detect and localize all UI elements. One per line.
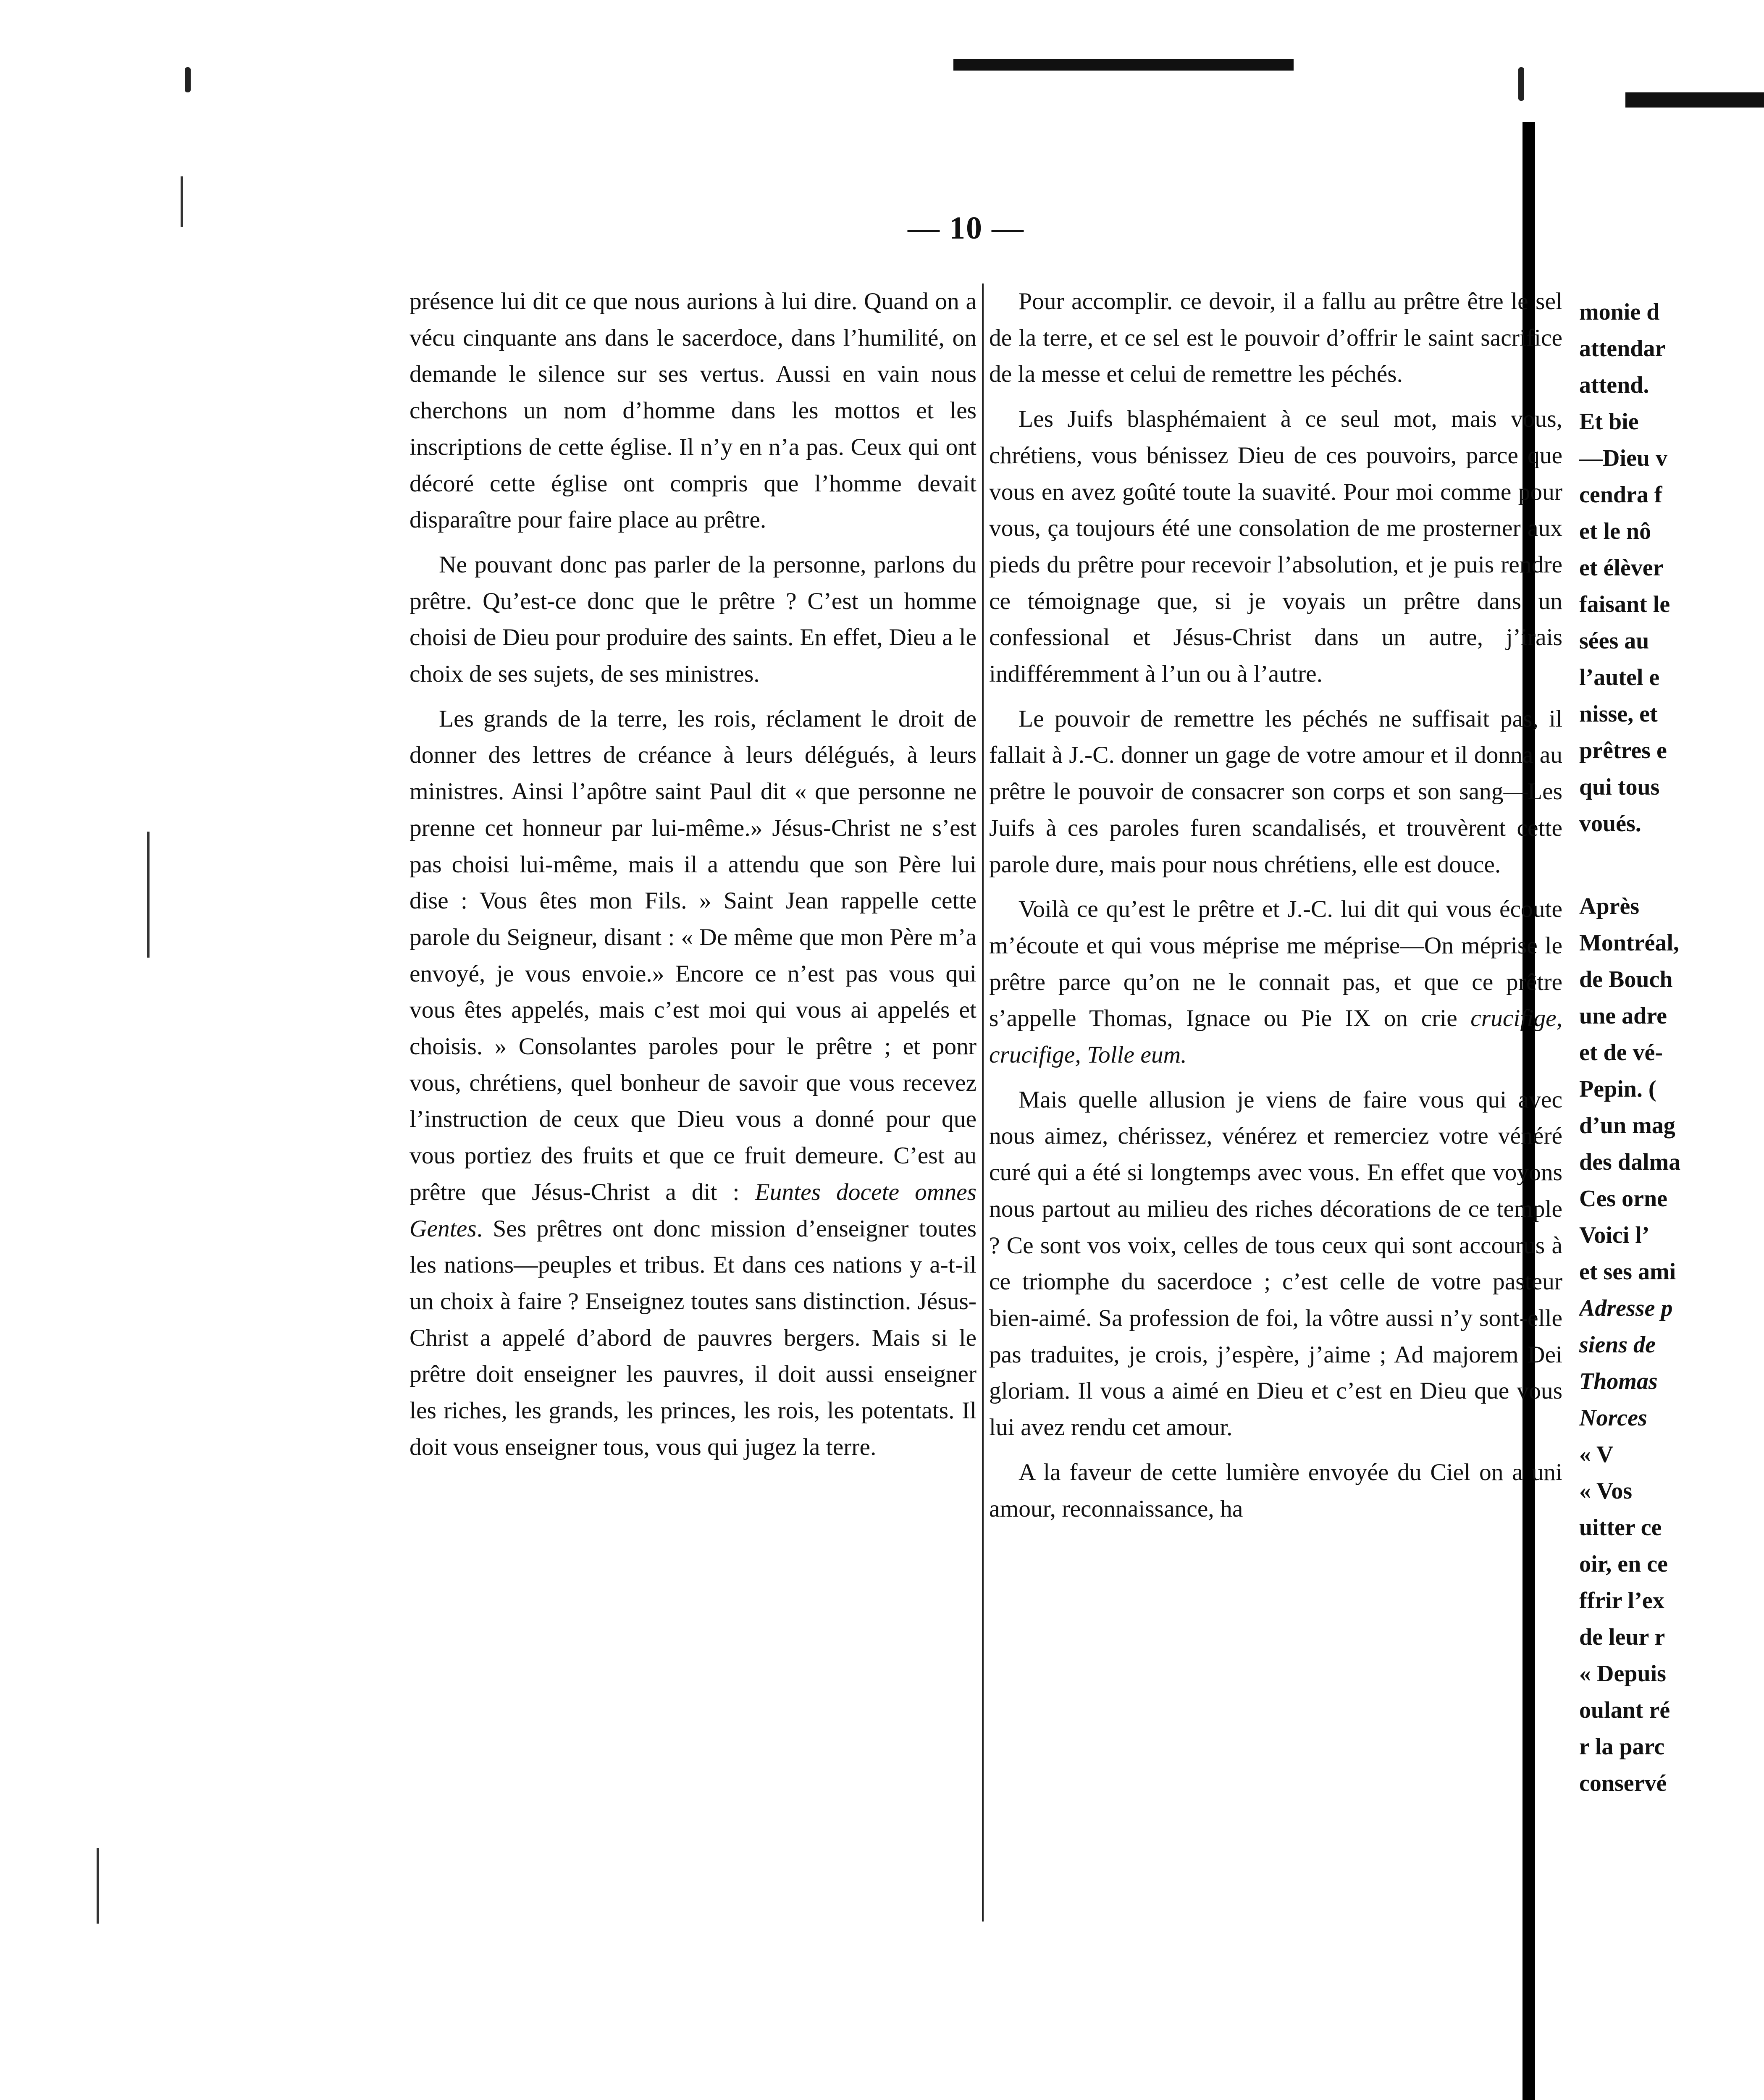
scan-speck (1518, 67, 1524, 101)
text-line: Et bie (1579, 409, 1639, 435)
text-line: sées au (1579, 628, 1649, 654)
middle-column (989, 284, 1562, 1536)
latin-quote: Euntes docete omnes Gentes (410, 1179, 976, 1242)
scan-speck (185, 67, 191, 92)
paragraph: Ne pouvant donc pas parler de la personne, parlons du prêtre. Qu’est-ce donc que le prêtre ? C’est un homme choisi de Dieu pour produire des saints. En effet, Dieu a le choix de ses sujets, de ses ministres. (410, 551, 976, 688)
text-line: de leur r (1579, 1624, 1665, 1650)
text-line: voués. (1579, 811, 1641, 837)
text-line: ffrir l’ex (1579, 1588, 1664, 1614)
text-line: Pepin. ( (1579, 1076, 1656, 1102)
text-line: oir, en ce (1579, 1551, 1668, 1577)
text-line: et ses ami (1579, 1259, 1676, 1285)
paragraph: Mais quelle allusion je viens de faire vous qui avec nous aimez, chérissez, vénérez et remerciez votre vénéré curé qui a été si longtemps avec vous. En effet que voyons nous partout au milieu des riches décorations de ce temple ? Ce sont vos voix, celles de tous ceux qui sont accourus à ce triomphe du sacerdoce ; c’est celle de votre pasteur bien-aimé. Sa profession de foi, la vôtre aussi n’y sont-elle pas traduites, je crois, j’espère, j’aime ; Ad majorem Dei gloriam. Il vous a aimé en Dieu et c’est en Dieu que vous lui avez rendu cet amour. (989, 1086, 1562, 1441)
text-line: Thomas (1579, 1368, 1658, 1394)
paragraph: Le pouvoir de remettre les péchés ne suffisait pas, il fallait à J.-C. donner un gage de votre amour et il donna au prêtre le pouvoir de consacrer son corps et son sang—Les Juifs à ces paroles furen scandalisés, et trouvèrent cette parole dure, mais pour nous chrétiens, elle est douce. (989, 705, 1562, 878)
text-line: « Vos (1579, 1478, 1633, 1504)
text-line: d’un mag (1579, 1113, 1675, 1139)
text-line: qui tous (1579, 774, 1660, 800)
text-line: r la parc (1579, 1734, 1665, 1760)
text-line: Après (1579, 893, 1640, 919)
text-line: conservé (1579, 1770, 1667, 1796)
text-line: oulant ré (1579, 1697, 1670, 1723)
text-line: Adresse p (1579, 1295, 1673, 1321)
text-line: et de vé- (1579, 1040, 1663, 1066)
latin-quote: crucifige, crucifige, Tolle eum. (989, 1005, 1562, 1068)
text-line: et élèver (1579, 555, 1664, 581)
text-line: de Bouch (1579, 966, 1673, 992)
scan-artifact-bar (953, 59, 1294, 71)
right-column-fragment (1579, 294, 1705, 1802)
scan-artifact-bar (1625, 92, 1764, 108)
text-line: et le nô (1579, 518, 1651, 544)
text-line: siens de (1579, 1332, 1656, 1358)
text-line: attend. (1579, 372, 1649, 398)
paragraph: Les Juifs blasphémaient à ce seul mot, mais vous, chrétiens, vous bénissez Dieu de ces pouvoirs, parce que vous en avez goûté toute la suavité. Pour moi comme pour vous, ça toujours été une consolation de me prosterner aux pieds du prêtre pour recevoir l’absolution, et je puis rendre ce témoignage que, si je voyais un prêtre dans un confessional et Jésus-Christ dans un autre, j’irais indifféremment à l’un ou à l’autre. (989, 406, 1562, 688)
text-line: « Depuis (1579, 1661, 1666, 1687)
text-line: uitter ce (1579, 1515, 1662, 1541)
text-line: des dalma (1579, 1149, 1681, 1175)
text-line: Voici l’ (1579, 1222, 1650, 1248)
paragraph-gap (1579, 842, 1705, 888)
text-line: « V (1579, 1441, 1614, 1467)
paragraph: présence lui dit ce que nous aurions à lui dire. Quand on a vécu cinquante ans dans le sacerdoce, dans l’humilité, on demande le silence sur ses vertus. Aussi en vain nous cherchons un nom d’homme dans les mottos et les inscriptions de cette église. Il n’y en n’a pas. Ceux qui ont décoré cette église ont compris que l’homme devait disparaître pour faire place au prêtre. (410, 288, 976, 533)
paragraph: Pour accomplir. ce devoir, il a fallu au prêtre être le sel de la terre, et ce sel est le pouvoir d’offrir le saint sacrifice de la messe et celui de remettre les péchés. (989, 288, 1562, 388)
text-line: une adre (1579, 1003, 1667, 1029)
text-line: l’autel e (1579, 664, 1660, 690)
page-number: — 10 — (908, 210, 1024, 246)
text-line: Norces (1579, 1405, 1647, 1431)
margin-mark (147, 832, 150, 958)
margin-mark (97, 1848, 99, 1924)
text-line: monie d (1579, 299, 1660, 325)
paragraph: Les grands de la terre, les rois, réclament le droit de donner des lettres de créance à leurs délégués, à leurs ministres. Ainsi l’apôtre saint Paul dit « que personne ne prenne cet honneur par lui-même.» Jésus-Christ ne s’est pas choisi lui-même, mais il a attendu que son Père lui dise : Vous êtes mon Fils. » Saint Jean rappelle cette parole du Seigneur, disant : « De même que mon Père m’a envoyé, je vous envoie.» Encore ce n’est pas vous qui vous êtes appelés, mais c’est moi qui vous ai appelés et choisis. » Consolantes paroles pour le prêtre ; et ponr vous, chrétiens, quel bonheur de savoir que vous recevez l’instruction de ceux que Dieu vous a donné pour que vous portiez des fruits et que ce fruit demeure. C’est au prêtre que Jésus-Christ a dit : Euntes docete omnes Gentes. Ses prêtres ont donc mission d’enseigner toutes les nations—peuples et tribus. Et dans ces nations y a-t-il un choix à faire ? Enseignez toutes sans distinction. Jésus-Christ a appelé d’abord de pauvres bergers. Mais si le prêtre doit enseigner les pauvres, il doit aussi enseigner les riches, les grands, les princes, les rois, les potentats. Il doit vous enseigner tous, vous qui jugez la terre. (410, 705, 976, 1460)
text-line: cendra f (1579, 482, 1662, 508)
text-line: faisant le (1579, 591, 1670, 617)
text-line: prêtres e (1579, 738, 1667, 764)
text-line: —Dieu v (1579, 445, 1667, 471)
paragraph: Voilà ce qu’est le prêtre et J.-C. lui dit qui vous écoute m’écoute et qui vous méprise me méprise—On méprise le prêtre parce qu’on ne le connait pas, et que ce prêtre s’appelle Thomas, Ignace ou Pie IX on crie crucifige, crucifige, Tolle eum. (989, 896, 1562, 1068)
paragraph: A la faveur de cette lumière envoyée du Ciel on a uni amour, reconnaissance, ha (989, 1459, 1562, 1522)
text-line: nisse, et (1579, 701, 1658, 727)
column-rule (982, 284, 984, 1922)
text-line: attendar (1579, 336, 1666, 362)
margin-mark (181, 176, 183, 227)
text-line: Ces orne (1579, 1186, 1667, 1212)
text-line: Montréal, (1579, 930, 1679, 956)
left-column (410, 284, 976, 1474)
